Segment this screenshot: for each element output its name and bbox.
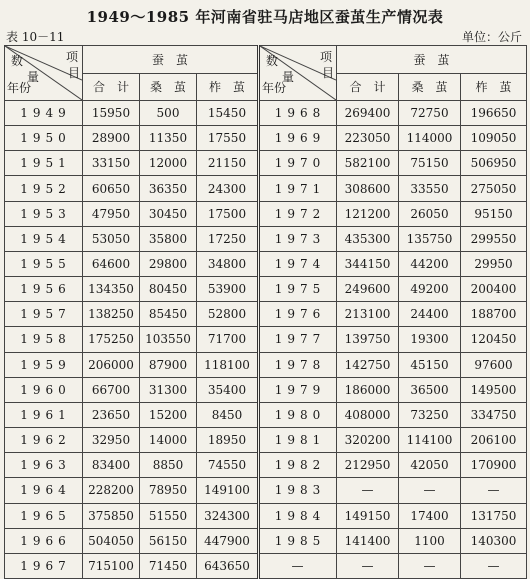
mulberry-cell: 42050 (399, 453, 461, 478)
year-cell: 1982 (259, 453, 337, 478)
mulberry-cell: 35800 (140, 226, 197, 251)
mulberry-cell: 44200 (399, 251, 461, 276)
table-row (5, 478, 527, 503)
total-cell: 269400 (337, 101, 399, 126)
year-cell: 1972 (259, 201, 337, 226)
table-row (5, 277, 527, 302)
mulberry-cell: 11350 (140, 126, 197, 151)
diag-liang-label: 量 (27, 70, 40, 84)
diag-year-label: 年份 (7, 81, 32, 95)
mulberry-cell: 26050 (399, 201, 461, 226)
year-cell: 1974 (259, 251, 337, 276)
diag-shu-label: 数 (11, 54, 24, 68)
total-cell: 149150 (337, 503, 399, 528)
total-cell: 23650 (83, 402, 140, 427)
tussah-cell: 17550 (197, 126, 259, 151)
table-row (5, 126, 527, 151)
diag-mu-label: 目 (67, 66, 80, 80)
year-cell: 1979 (259, 377, 337, 402)
mulberry-cell: 71450 (140, 553, 197, 578)
tussah-cell: 24300 (197, 176, 259, 201)
diag-item-label: 项 (319, 50, 332, 64)
table-row (5, 453, 527, 478)
unit-label: 单位：公斤 (461, 30, 522, 44)
year-cell: 1965 (5, 503, 83, 528)
table-row (5, 176, 527, 201)
year-cell: 1983 (259, 478, 337, 503)
total-cell: 228200 (83, 478, 140, 503)
year-cell: — (259, 553, 337, 578)
total-cell: 344150 (337, 251, 399, 276)
year-cell: 1977 (259, 327, 337, 352)
group-header-left: 蚕 茧 (83, 46, 259, 74)
table-row (5, 352, 527, 377)
group-header-right: 蚕 茧 (337, 46, 527, 74)
total-cell: 375850 (83, 503, 140, 528)
year-cell: 1968 (259, 101, 337, 126)
table-row (5, 503, 527, 528)
tussah-cell: 35400 (197, 377, 259, 402)
total-cell: 53050 (83, 226, 140, 251)
year-cell: 1956 (5, 277, 83, 302)
table-row (5, 302, 527, 327)
total-cell: 213100 (337, 302, 399, 327)
total-cell: 66700 (83, 377, 140, 402)
tussah-cell: 97600 (461, 352, 527, 377)
total-cell: 212950 (337, 453, 399, 478)
mulberry-cell: 24400 (399, 302, 461, 327)
year-cell: 1949 (5, 101, 83, 126)
table-row (5, 327, 527, 352)
mulberry-cell: 17400 (399, 503, 461, 528)
total-cell: 186000 (337, 377, 399, 402)
diag-shu-label: 数 (266, 54, 279, 68)
tussah-cell: 149100 (197, 478, 259, 503)
col-header-tussah: 柞 茧 (197, 73, 259, 101)
mulberry-cell: 114100 (399, 428, 461, 453)
total-cell: 408000 (337, 402, 399, 427)
mulberry-cell: 51550 (140, 503, 197, 528)
total-cell: 15950 (83, 101, 140, 126)
diagonal-header-right (259, 46, 337, 101)
tussah-cell: 21150 (197, 151, 259, 176)
tussah-cell: 95150 (461, 201, 527, 226)
table-number: 表 10－11 (6, 30, 65, 44)
mulberry-cell: 87900 (140, 352, 197, 377)
year-cell: 1959 (5, 352, 83, 377)
total-cell: 33150 (83, 151, 140, 176)
year-cell: 1957 (5, 302, 83, 327)
mulberry-cell: 31300 (140, 377, 197, 402)
diag-item-label: 项 (65, 50, 78, 64)
total-cell: 223050 (337, 126, 399, 151)
tussah-cell: 275050 (461, 176, 527, 201)
tussah-cell: 506950 (461, 151, 527, 176)
mulberry-cell: 30450 (140, 201, 197, 226)
year-cell: 1969 (259, 126, 337, 151)
tussah-cell: 15450 (197, 101, 259, 126)
tussah-cell: 170900 (461, 453, 527, 478)
mulberry-cell: 14000 (140, 428, 197, 453)
total-cell: 249600 (337, 277, 399, 302)
total-cell: 83400 (83, 453, 140, 478)
year-cell: 1962 (5, 428, 83, 453)
total-cell: 141400 (337, 528, 399, 553)
tussah-cell: 74550 (197, 453, 259, 478)
mulberry-cell: 73250 (399, 402, 461, 427)
col-header-tussah: 柞 茧 (461, 73, 527, 101)
tussah-cell: 131750 (461, 503, 527, 528)
silk-cocoon-table (4, 45, 527, 579)
mulberry-cell: 75150 (399, 151, 461, 176)
table-row (5, 377, 527, 402)
tussah-cell: 71700 (197, 327, 259, 352)
table-row (5, 428, 527, 453)
total-cell: 320200 (337, 428, 399, 453)
tussah-cell: 324300 (197, 503, 259, 528)
tussah-cell: 118100 (197, 352, 259, 377)
tussah-cell: 334750 (461, 402, 527, 427)
table-body (5, 101, 527, 579)
mulberry-cell: 19300 (399, 327, 461, 352)
mulberry-cell: 103550 (140, 327, 197, 352)
year-cell: 1960 (5, 377, 83, 402)
col-header-mulberry: 桑 茧 (140, 73, 197, 101)
total-cell: — (337, 478, 399, 503)
tussah-cell: 140300 (461, 528, 527, 553)
total-cell: 504050 (83, 528, 140, 553)
year-cell: 1970 (259, 151, 337, 176)
table-row (5, 151, 527, 176)
tussah-cell: 149500 (461, 377, 527, 402)
total-cell: 715100 (83, 553, 140, 578)
diag-year-label: 年份 (262, 81, 287, 95)
year-cell: 1954 (5, 226, 83, 251)
year-cell: 1967 (5, 553, 83, 578)
total-cell: 308600 (337, 176, 399, 201)
mulberry-cell: 56150 (140, 528, 197, 553)
table-row (5, 528, 527, 553)
tussah-cell: 29950 (461, 251, 527, 276)
mulberry-cell: 78950 (140, 478, 197, 503)
year-cell: 1980 (259, 402, 337, 427)
tussah-cell: 200400 (461, 277, 527, 302)
total-cell: 121200 (337, 201, 399, 226)
col-header-mulberry: 桑 茧 (399, 73, 461, 101)
mulberry-cell: 1100 (399, 528, 461, 553)
total-cell: 134350 (83, 277, 140, 302)
tussah-cell: — (461, 553, 527, 578)
year-cell: 1953 (5, 201, 83, 226)
tussah-cell: 206100 (461, 428, 527, 453)
mulberry-cell: 114000 (399, 126, 461, 151)
table-row (5, 251, 527, 276)
year-cell: 1951 (5, 151, 83, 176)
mulberry-cell: 12000 (140, 151, 197, 176)
table-row (5, 101, 527, 126)
year-cell: 1952 (5, 176, 83, 201)
total-cell: 139750 (337, 327, 399, 352)
total-cell: 206000 (83, 352, 140, 377)
table-row (5, 402, 527, 427)
year-cell: 1971 (259, 176, 337, 201)
year-cell: 1964 (5, 478, 83, 503)
year-cell: 1963 (5, 453, 83, 478)
mulberry-cell: 80450 (140, 277, 197, 302)
tussah-cell: 299550 (461, 226, 527, 251)
total-cell: 175250 (83, 327, 140, 352)
tussah-cell: 120450 (461, 327, 527, 352)
year-cell: 1985 (259, 528, 337, 553)
diag-mu-label: 目 (321, 66, 334, 80)
total-cell: 47950 (83, 201, 140, 226)
tussah-cell: 8450 (197, 402, 259, 427)
tussah-cell: 52800 (197, 302, 259, 327)
year-cell: 1975 (259, 277, 337, 302)
total-cell: 138250 (83, 302, 140, 327)
total-cell: 142750 (337, 352, 399, 377)
diagonal-header-left (5, 46, 83, 101)
year-cell: 1958 (5, 327, 83, 352)
mulberry-cell: 36500 (399, 377, 461, 402)
tussah-cell: 53900 (197, 277, 259, 302)
mulberry-cell: 49200 (399, 277, 461, 302)
mulberry-cell: 36350 (140, 176, 197, 201)
mulberry-cell: 72750 (399, 101, 461, 126)
year-cell: 1966 (5, 528, 83, 553)
tussah-cell: 196650 (461, 101, 527, 126)
tussah-cell: 447900 (197, 528, 259, 553)
total-cell: 28900 (83, 126, 140, 151)
mulberry-cell: 15200 (140, 402, 197, 427)
mulberry-cell: 500 (140, 101, 197, 126)
table-row (5, 226, 527, 251)
year-cell: 1981 (259, 428, 337, 453)
total-cell: — (337, 553, 399, 578)
diag-liang-label: 量 (282, 70, 295, 84)
year-cell: 1955 (5, 251, 83, 276)
year-cell: 1961 (5, 402, 83, 427)
tussah-cell: 18950 (197, 428, 259, 453)
year-cell: 1950 (5, 126, 83, 151)
mulberry-cell: 29800 (140, 251, 197, 276)
table-row (5, 553, 527, 578)
tussah-cell: 109050 (461, 126, 527, 151)
mulberry-cell: — (399, 553, 461, 578)
year-cell: 1984 (259, 503, 337, 528)
table-title: 1949～1985 年河南省驻马店地区蚕茧生产情况表 (86, 8, 444, 26)
tussah-cell: 188700 (461, 302, 527, 327)
tussah-cell: 643650 (197, 553, 259, 578)
tussah-cell: 17250 (197, 226, 259, 251)
tussah-cell: 17500 (197, 201, 259, 226)
col-header-total: 合 计 (83, 73, 140, 101)
total-cell: 582100 (337, 151, 399, 176)
tussah-cell: — (461, 478, 527, 503)
mulberry-cell: 33550 (399, 176, 461, 201)
tussah-cell: 34800 (197, 251, 259, 276)
total-cell: 60650 (83, 176, 140, 201)
total-cell: 435300 (337, 226, 399, 251)
mulberry-cell: 45150 (399, 352, 461, 377)
year-cell: 1976 (259, 302, 337, 327)
total-cell: 32950 (83, 428, 140, 453)
year-cell: 1973 (259, 226, 337, 251)
year-cell: 1978 (259, 352, 337, 377)
table-row (5, 201, 527, 226)
col-header-total: 合 计 (337, 73, 399, 101)
total-cell: 64600 (83, 251, 140, 276)
mulberry-cell: 135750 (399, 226, 461, 251)
mulberry-cell: 85450 (140, 302, 197, 327)
mulberry-cell: — (399, 478, 461, 503)
mulberry-cell: 8850 (140, 453, 197, 478)
